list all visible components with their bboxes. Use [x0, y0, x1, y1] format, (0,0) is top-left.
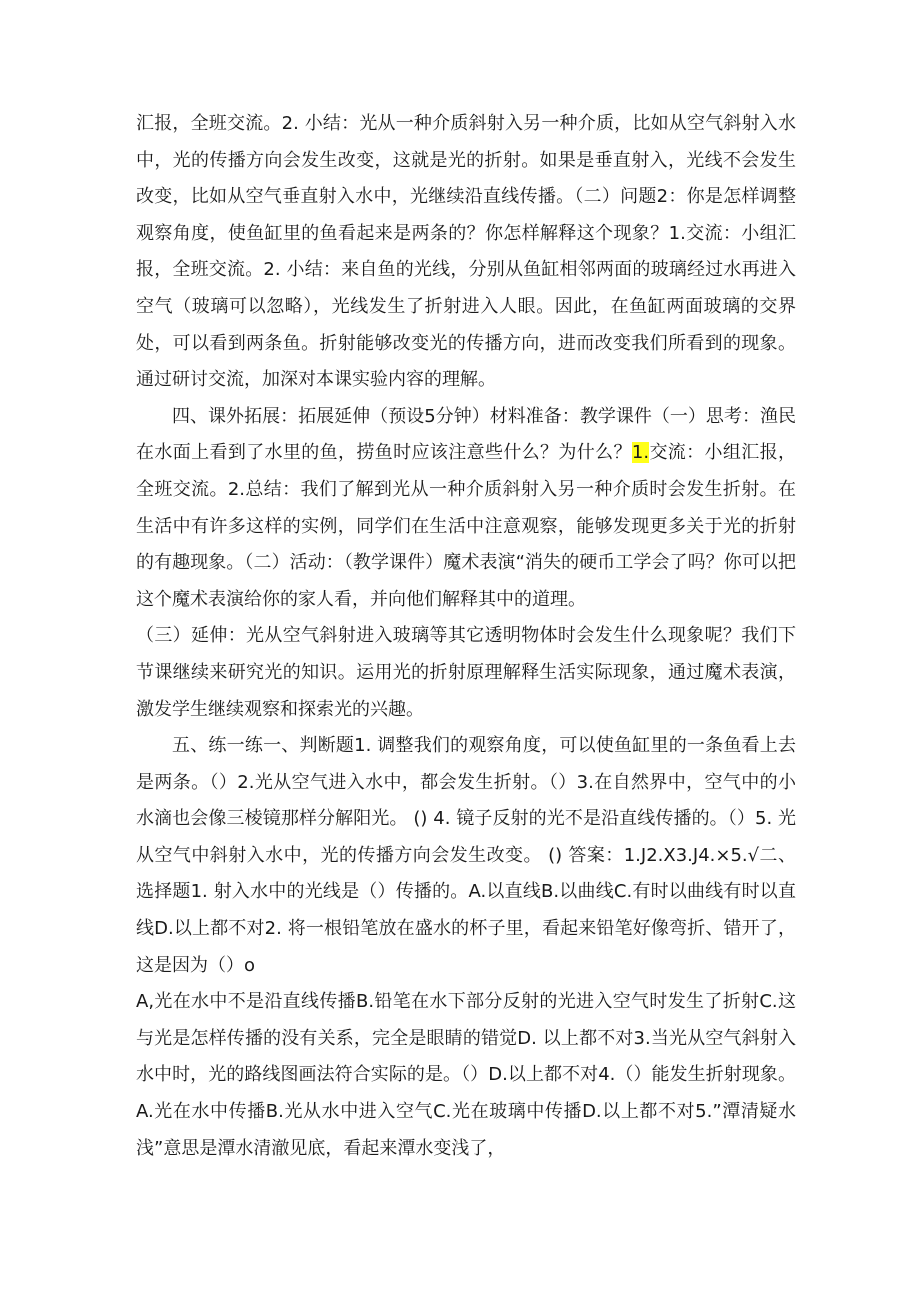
document-body — [136, 106, 796, 1167]
paragraph-extension — [136, 399, 796, 619]
paragraph-extension-text-before: 四、课外拓展：拓展延伸（预设5分钟）材料准备：教学课件（一）思考：渔民在水面上看到了水里的鱼，捞鱼时应该注意些什么？为什么？ — [136, 405, 796, 464]
paragraph-further-study: （三）延伸：光从空气斜射进入玻璃等其它透明物体时会发生什么现象呢？我们下节课继续来研究光的知识。运用光的折射原理解释生活实际现象，通过魔术表演，激发学生继续观察和探索光的兴趣。 — [136, 625, 796, 720]
paragraph-choice-questions: A,光在水中不是沿直线传播B.铅笔在水下部分反射的光进入空气时发生了折射C.这与光是怎样传播的没有关系，完全是眼睛的错觉D. 以上都不对3.当光从空气斜射入水中时，光的路线图画法符合实际的是。（）D.以上都不对4.（）能发生折射现象。A.光在水中传播B.光从水中进入空气C.光在玻璃中传播D.以上都不对5.”潭清疑水浅”意思是潭水清澈见底，看起来潭水变浅了， — [136, 991, 796, 1159]
highlighted-text: 1. — [631, 442, 650, 464]
paragraph-exercises: 五、练一练一、判断题1. 调整我们的观察角度，可以使鱼缸里的一条鱼看上去是两条。（）2.光从空气进入水中，都会发生折射。（）3.在自然界中，空气中的小水滴也会像三棱镜那样分解阳光。 () 4. 镜子反射的光不是沿直线传播的。（）5. 光从空气中斜射入水中，光的传播方向会发生改变。 () 答案：1.J2.X3.J4.×5.√二、选择题1. 射入水中的光线是（）传播的。A.以直线B.以曲线C.有时以曲线有时以直线D.以上都不对2. 将一根铅笔放在盛水的杯子里，看起来铅笔好像弯折、错开了，这是因为（）o — [136, 735, 796, 976]
paragraph-extension-text-after: 交流：小组汇报，全班交流。2.总结：我们了解到光从一种介质斜射入另一种介质时会发生折射。在生活中有许多这样的实例，同学们在生活中注意观察，能够发现更多关于光的折射的有趣现象。（二）活动：（教学课件）魔术表演“消失的硬币工学会了吗？你可以把这个魔术表演给你的家人看，并向他们解释其中的道理。 — [136, 442, 797, 610]
paragraph-report-summary: 汇报，全班交流。2. 小结：光从一种介质斜射入另一种介质，比如从空气斜射入水中，光的传播方向会发生改变，这就是光的折射。如果是垂直射入，光线不会发生改变，比如从空气垂直射入水中，光继续沿直线传播。（二）问题2：你是怎样调整观察角度，使鱼缸里的鱼看起来是两条的？你怎样解释这个现象？1.交流：小组汇报，全班交流。2. 小结：来自鱼的光线，分别从鱼缸相邻两面的玻璃经过水再进入空气（玻璃可以忽略），光线发生了折射进入人眼。因此，在鱼缸两面玻璃的交界处，可以看到两条鱼。折射能够改变光的传播方向，进而改变我们所看到的现象。通过研讨交流，加深对本课实验内容的理解。 — [136, 113, 796, 391]
